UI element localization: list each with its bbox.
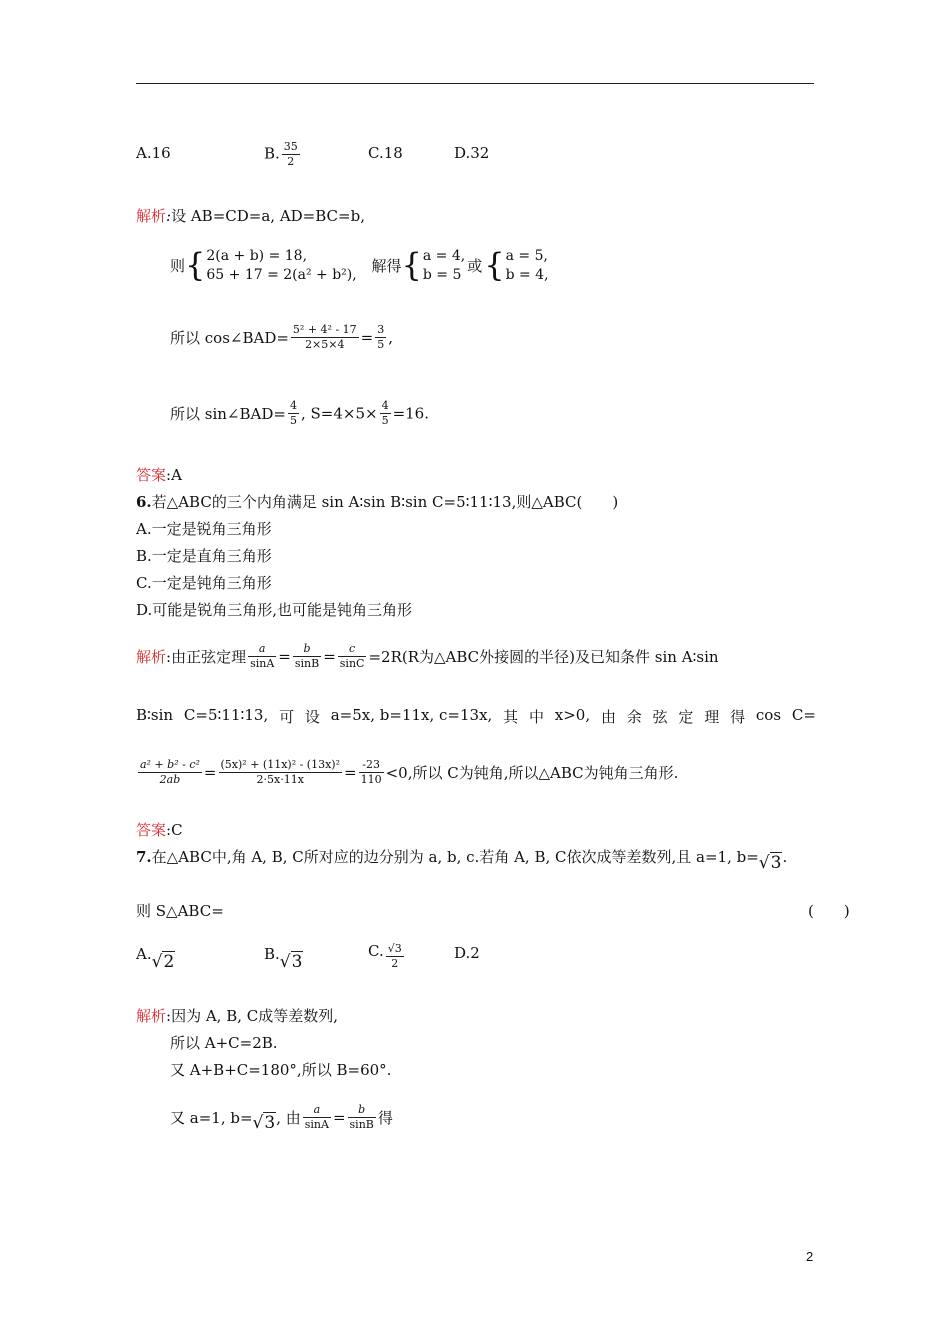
- q7-option-b: B.√3: [264, 945, 303, 972]
- q7-option-c: C. $\frac{√3}{2}$: [368, 942, 402, 970]
- q7-option-d: D.2: [454, 944, 480, 962]
- q7-answer-paren: ( ): [808, 902, 850, 920]
- q5-cos-line: 所以 cos∠BAD= $\frac{\text{5² + 4² - 17}}{2\times 5\times 4}$ = $\frac{3}{5}$ ,: [170, 323, 394, 351]
- solution-label: 解析: [136, 207, 167, 225]
- q5-option-d: D.32: [454, 144, 490, 162]
- system-2: { a = 4, b = 5: [401, 246, 466, 284]
- q6-stem: 6.若△ABC的三个内角满足 sin A∶sin B∶sin C=5∶11∶13,则△ABC( ): [136, 493, 619, 511]
- q7-solution-line1: 解析:因为 A, B, C成等差数列,: [136, 1007, 339, 1025]
- q6-option-d: D.可能是锐角三角形,也可能是钝角三角形: [136, 601, 413, 619]
- q5-sin-line: 所以 sin∠BAD= $\frac{4}{5}$ , S=4×5× $\frac{4}{5}$ =16.: [170, 399, 429, 427]
- q7-solution-line4: 又 a=1, b=√3, 由 $\frac{a}{\sin A}$ = $\frac{b}{\sin B}$ 得: [170, 1103, 393, 1134]
- q6-option-b: B.一定是直角三角形: [136, 547, 272, 565]
- q5-equation-systems: 则{ 2(a + b) = 18, 65 + 17 = 2(a² + b²), 解得{ a = 4, b = 5 或{ a = 5, b = 4,: [170, 244, 549, 287]
- q7-solution-line3: 又 A+B+C=180°,所以 B=60°.: [170, 1061, 392, 1079]
- q7-option-a: A.√2: [136, 945, 175, 972]
- q5-answer: 答案:A: [136, 466, 182, 484]
- q7-solution-line2: 所以 A+C=2B.: [170, 1034, 278, 1052]
- q6-solution-line1: 解析:由正弦定理 $\frac{a}{\sin A}$ = $\frac{b}{\sin B}$ = $\frac{c}{\sin C}$ =2R(R为△ABC外接圆的半径)及已知条件 sin A∶sin: [136, 642, 719, 670]
- q6-solution-line2: B∶sin C=5∶11∶13, 可 设 a=5x, b=11x, c=13x, 其 中 x>0, 由 余 弦 定 理 得 cos C=: [136, 706, 816, 726]
- q5-solution-line: 解析:设 AB=CD=a, AD=BC=b,: [136, 207, 365, 225]
- page-number: 2: [806, 1249, 814, 1264]
- header-rule: [136, 83, 814, 84]
- q5-option-b: B. $\frac{35}{2}$: [264, 140, 298, 168]
- system-1: { 2(a + b) = 18, 65 + 17 = 2(a² + b²),: [185, 246, 357, 284]
- q5-option-a: A.16: [136, 144, 171, 162]
- system-3: { a = 5, b = 4,: [484, 246, 549, 284]
- q5-option-c: C.18: [368, 144, 403, 162]
- q6-option-c: C.一定是钝角三角形: [136, 574, 272, 592]
- q7-stem: 7.在△ABC中,角 A, B, C所对应的边分别为 a, b, c.若角 A, B, C依次成等差数列,且 a=1, b=√3.: [136, 848, 788, 873]
- q6-solution-line3: $\frac{\text{a² + b² - c²}}{2ab}$ = $\frac{\text{(5x)² + (11x)² - (13x)²}}{2\cdot 5x\cdot 11x}$ = $\frac{-23}{110}$ <0,所以 C为钝角,所以△ABC为钝角三角形.: [140, 758, 679, 786]
- q7-stem-line2: 则 S△ABC=: [136, 902, 224, 920]
- q6-option-a: A.一定是锐角三角形: [136, 520, 272, 538]
- q6-answer: 答案:C: [136, 821, 183, 839]
